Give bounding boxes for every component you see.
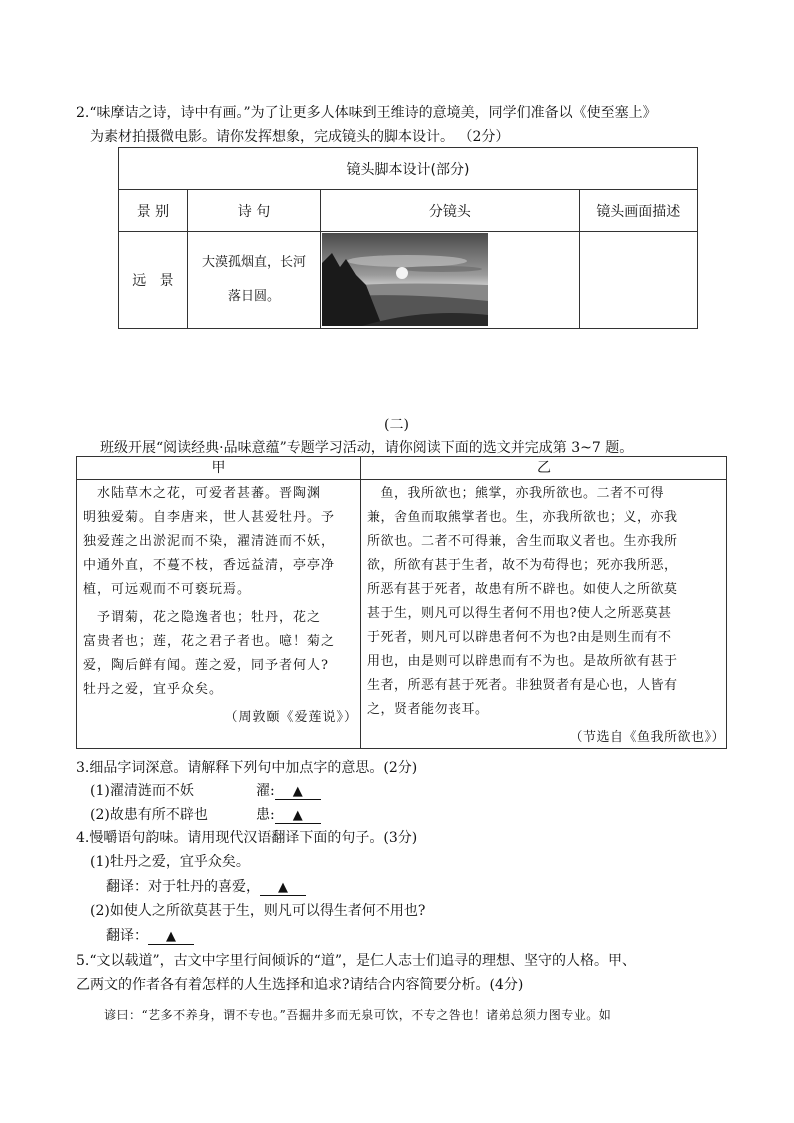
passage-a-line: 中通外直，不蔓不枝，香远益清，亭亭净 bbox=[83, 558, 336, 573]
section-intro: 班级开展“阅读经典·品味意蕴”专题学习活动，请你阅读下面的选文并完成第 3~7 题。 bbox=[100, 440, 634, 456]
passage-a-line: 明独爱菊。自李唐来，世人甚爱牡丹。予 bbox=[83, 510, 336, 525]
q3-item1-blank[interactable]: ▲ bbox=[275, 785, 321, 800]
passage-b-line: 甚于生，则凡可以得生者何不用也?使人之所恶莫甚 bbox=[367, 606, 672, 621]
q3-item2-answer bbox=[256, 804, 321, 824]
passage-a-line: 爱，陶后鲜有闻。莲之爱，同予者何人? bbox=[83, 658, 329, 673]
passage-a-line: 植，可远观而不可亵玩焉。 bbox=[83, 582, 252, 597]
q3-item2-blank[interactable]: ▲ bbox=[275, 809, 321, 824]
passage-a-text bbox=[83, 482, 358, 730]
q3-item1-word: 濯: bbox=[256, 783, 275, 799]
passage-b-line: 生者，所恶有甚于死者。非独贤者有是心也，人皆有 bbox=[367, 678, 678, 693]
section-heading: (二) bbox=[384, 417, 409, 433]
passage-b-text bbox=[367, 482, 725, 750]
passage-a-source: （周敦颐《爱莲说》） bbox=[224, 710, 358, 725]
q3-item2: (2)故患有所不辟也 bbox=[90, 807, 208, 823]
cell-shot-type: 远 景 bbox=[119, 232, 188, 329]
header-shot-type: 景 别 bbox=[119, 190, 188, 232]
cell-verse bbox=[187, 232, 320, 329]
passages-table bbox=[76, 456, 727, 749]
passage-b-line: 所恶有甚于死者，故患有所不辟也。如使人之所欲莫 bbox=[367, 582, 678, 597]
q4-answer2-blank[interactable]: ▲ bbox=[148, 930, 194, 945]
passage-b-line: 于死者，则凡可以辟患者何不为也?由是则生而有不 bbox=[367, 630, 672, 645]
desert-sunset-image bbox=[322, 233, 488, 326]
q4-stem: 4.慢嚼语句韵味。请用现代汉语翻译下面的句子。(3分) bbox=[76, 830, 418, 846]
passage-a-line: 牡丹之爱，宜乎众矣。 bbox=[83, 682, 224, 697]
q5-line2: 乙两文的作者各有着怎样的人生选择和追求?请结合内容简要分析。(4分) bbox=[76, 977, 524, 993]
passage-a-line: 独爱莲之出淤泥而不染，濯清涟而不妖， bbox=[83, 534, 336, 549]
q4-answer2 bbox=[106, 925, 194, 945]
footer-text: 谚曰：“艺多不养身，谓不专也。”吾掘井多而无泉可饮，不专之咎也！诸弟总须力图专业。如 bbox=[104, 1008, 612, 1022]
passage-b-source: （节选自《鱼我所欲也》） bbox=[569, 730, 725, 745]
q3-stem: 3.细品字词深意。请解释下列句中加点字的意思。(2分) bbox=[76, 760, 418, 776]
table-title: 镜头脚本设计(部分) bbox=[119, 148, 698, 190]
passage-b-line: 所欲也。二者不可得兼，舍生而取义者也。生亦我所 bbox=[367, 534, 678, 549]
header-verse: 诗 句 bbox=[187, 190, 320, 232]
q4-answer1 bbox=[106, 876, 306, 896]
header-description: 镜头画面描述 bbox=[579, 190, 697, 232]
passage-b-line: 欲，所欲有甚于生者，故不为苟得也；死亦我所恶， bbox=[367, 558, 678, 573]
q3-item1: (1)濯清涟而不妖 bbox=[90, 783, 194, 799]
passage-b-line: 兼，舍鱼而取熊掌者也。生，亦我所欲也；义，亦我 bbox=[367, 510, 678, 525]
passage-a-line: 富贵者也；莲，花之君子者也。噫！菊之 bbox=[83, 634, 336, 649]
q3-item2-word: 患: bbox=[256, 807, 275, 823]
column-divider bbox=[360, 457, 361, 748]
passage-b-line: 之，贤者能勿丧耳。 bbox=[367, 702, 489, 717]
passage-b-line: 鱼，我所欲也；熊掌，亦我所欲也。二者不可得 bbox=[367, 486, 665, 501]
cell-description bbox=[579, 232, 697, 329]
q4-answer1-prefix: 翻译：对于牡丹的喜爱， bbox=[106, 879, 260, 895]
verse-line1: 大漠孤烟直，长河 bbox=[201, 255, 306, 270]
q4-answer1-blank[interactable]: ▲ bbox=[260, 881, 306, 896]
header-storyboard: 分镜头 bbox=[321, 190, 579, 232]
passage-a-label: 甲 bbox=[77, 457, 360, 480]
passage-b-label: 乙 bbox=[361, 457, 727, 480]
verse-line2: 落日圆。 bbox=[227, 289, 280, 304]
passage-a-line: 予谓菊，花之隐逸者也；牡丹，花之 bbox=[83, 610, 322, 625]
q4-answer2-prefix: 翻译： bbox=[106, 928, 148, 944]
q2-line2: 为素材拍摄微电影。请你发挥想象，完成镜头的脚本设计。 （2分） bbox=[90, 129, 510, 145]
q4-item2: (2)如使人之所欲莫甚于生，则凡可以得生者何不用也? bbox=[90, 903, 426, 919]
q4-item1: (1)牡丹之爱，宜乎众矣。 bbox=[90, 854, 250, 870]
q3-item1-answer bbox=[256, 780, 321, 800]
q2-line1: 2.“味摩诘之诗，诗中有画。”为了让更多人体味到王维诗的意境美，同学们准备以《使至塞上》 bbox=[76, 105, 657, 121]
passage-a-line: 水陆草木之花，可爱者甚蕃。晋陶渊 bbox=[83, 486, 322, 501]
q5-line1: 5.“文以载道”，古文中字里行间倾诉的“道”，是仁人志士们追寻的理想、坚守的人格。甲、 bbox=[76, 953, 636, 969]
passage-b-line: 用也，由是则可以辟患而有不为也。是故所欲有甚于 bbox=[367, 654, 678, 669]
